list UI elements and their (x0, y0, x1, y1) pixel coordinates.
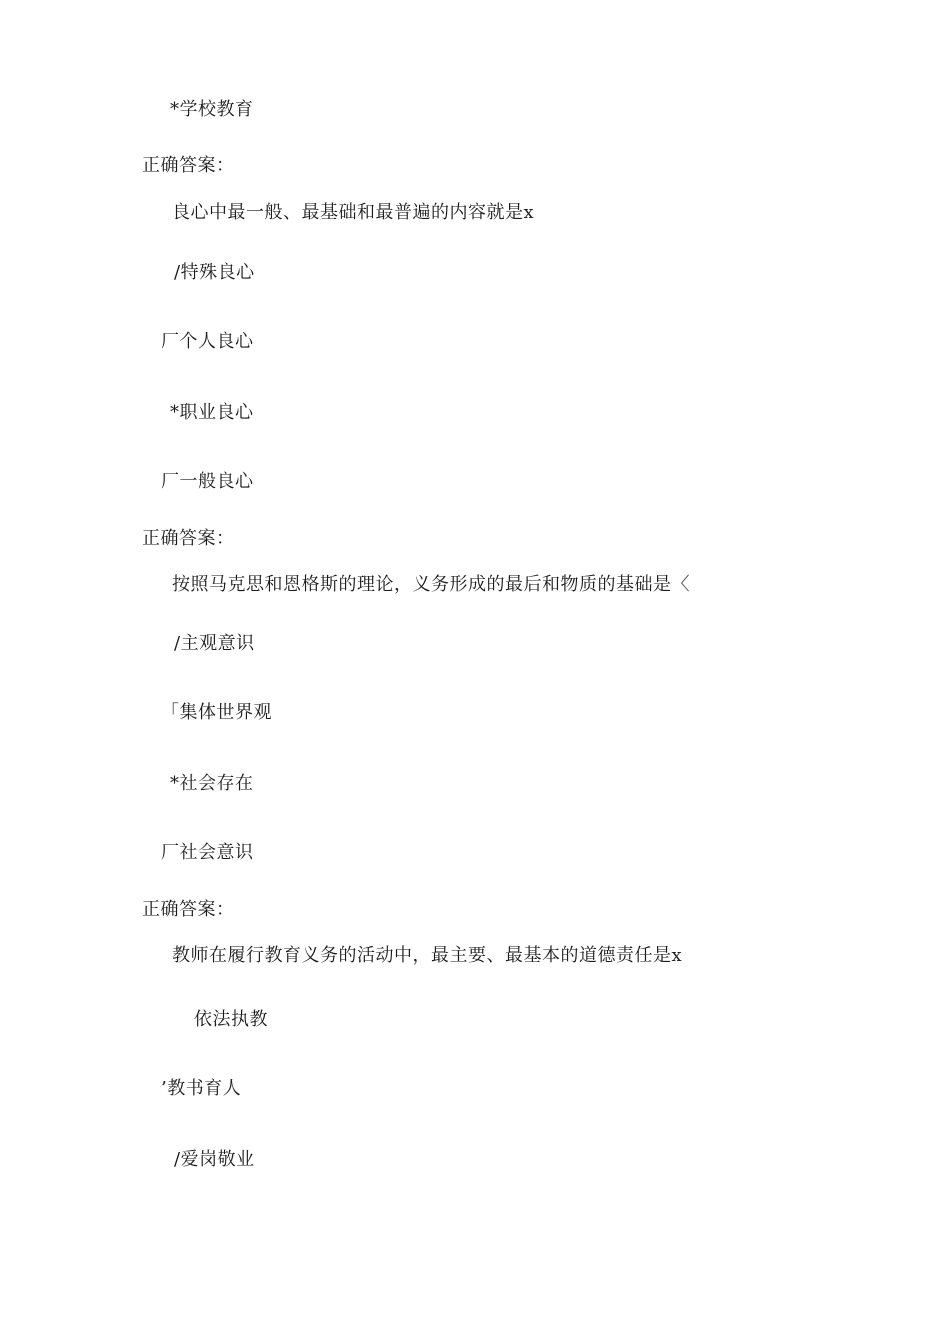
option-text: 厂社会意识 (161, 842, 254, 863)
answer-label: 正确答案： (142, 528, 235, 549)
question-text: 按照马克思和恩格斯的理论，义务形成的最后和物质的基础是〈 (172, 574, 690, 595)
option-text: 「集体世界观 (161, 702, 272, 723)
question-text: 良心中最一般、最基础和最普遍的内容就是x (172, 202, 535, 223)
option-text: 厂一般良心 (161, 471, 254, 492)
answer-label: 正确答案： (142, 899, 235, 920)
option-text: /主观意识 (174, 633, 255, 654)
option-text: /特殊良心 (174, 262, 255, 283)
option-text: *职业良心 (170, 402, 254, 423)
option-text: 厂个人良心 (161, 331, 254, 352)
answer-label: 正确答案： (142, 155, 235, 176)
option-text: 依法执教 (194, 1009, 268, 1030)
option-text: *社会存在 (170, 773, 254, 794)
question-text: 教师在履行教育义务的活动中，最主要、最基本的道德责任是x (172, 945, 683, 966)
option-text: *学校教育 (170, 99, 254, 120)
option-text: /爱岗敬业 (174, 1149, 255, 1170)
option-text: ’教书育人 (161, 1078, 242, 1099)
